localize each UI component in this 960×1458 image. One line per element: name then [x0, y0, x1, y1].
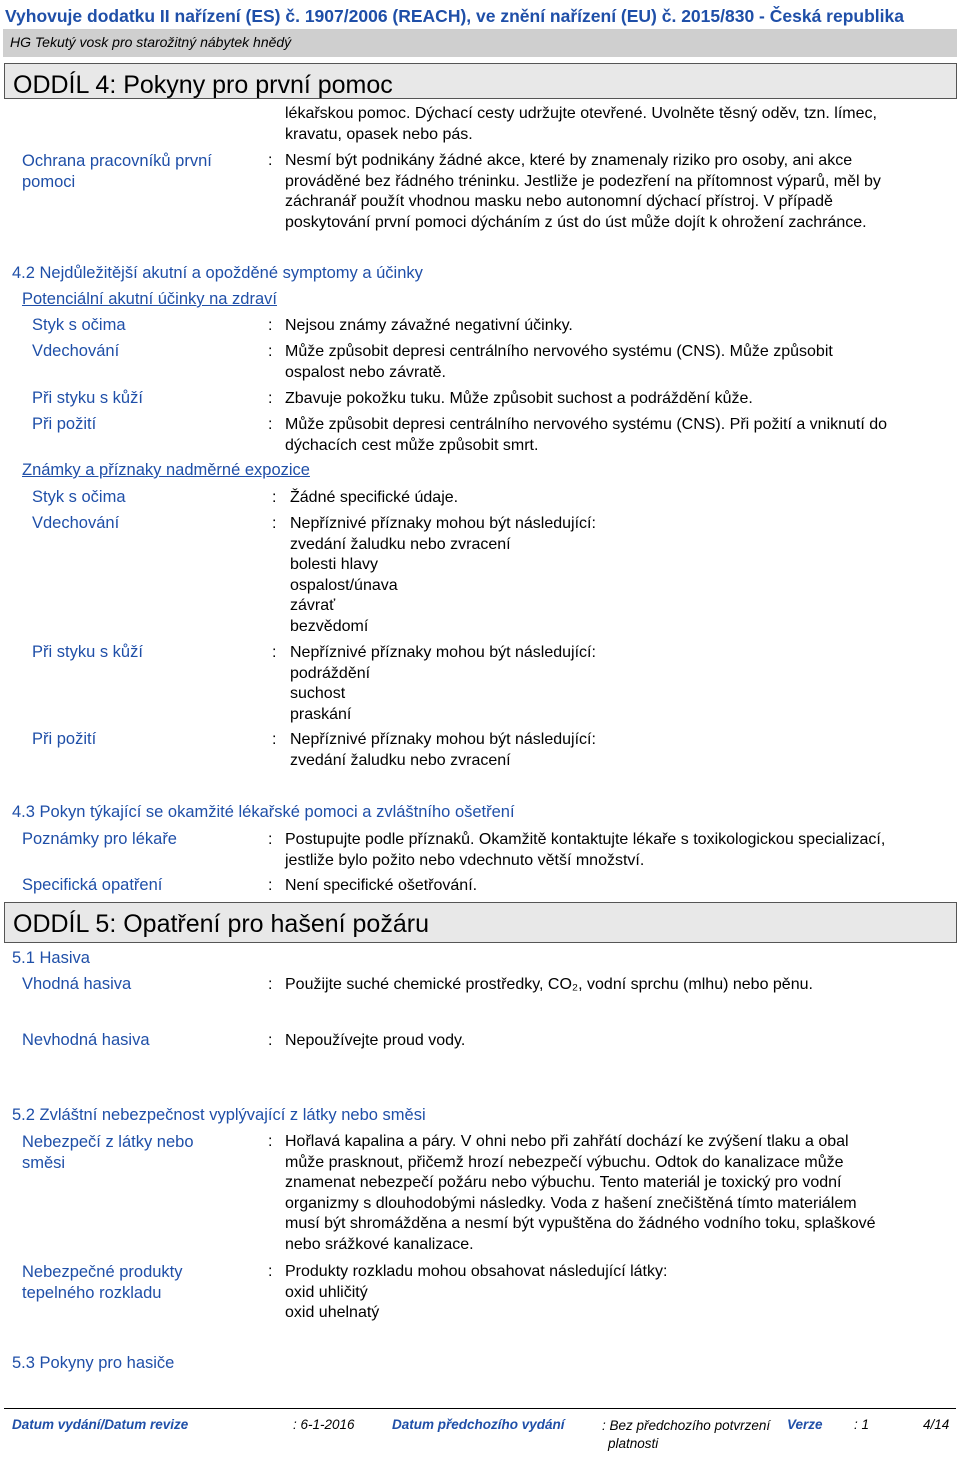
colon: :	[268, 343, 273, 360]
notes-to-physician-label: Poznámky pro lékaře	[22, 830, 177, 848]
signs-inhalation-text: Nepříznivé příznaky mohou být následující: zvedání žaludku nebo zvracení bolesti hlavy ospalost/únava závrať bezvědomí	[290, 515, 596, 635]
signs-eye-label: Styk s očima	[32, 488, 126, 506]
first-aid-continued-text	[285, 104, 877, 145]
hazards-from-substance-label: Nebezpečí z látky nebo směsi	[22, 1133, 194, 1172]
signs-ingestion-text: Nepříznivé příznaky mohou být následující: zvedání žaludku nebo zvracení	[290, 731, 596, 769]
colon: :	[268, 1263, 273, 1280]
unsuitable-media-text: Nepoužívejte proud vody.	[285, 1032, 466, 1049]
specific-treatments-label: Specifická opatření	[22, 876, 163, 894]
specific-treatments-text: Není specifické ošetřování.	[285, 877, 478, 894]
colon: :	[272, 644, 277, 661]
suitable-media-text: Použijte suché chemické prostředky, CO₂, vodní sprchu (mlhu) nebo pěnu.	[285, 976, 813, 993]
decomposition-products-label: Nebezpečné produkty tepelného rozkladu	[22, 1263, 183, 1302]
acute-eye-label: Styk s očima	[32, 316, 126, 334]
signs-ingestion-label: Při požití	[32, 730, 97, 748]
acute-skin-label: Při styku s kůží	[32, 389, 143, 407]
section-5-heading: ODDÍL 5: Opatření pro hašení požáru	[13, 910, 429, 938]
subsection-5-1-heading: 5.1 Hasiva	[12, 949, 90, 967]
footer-previous-issue-label: Datum předchozího vydání	[392, 1417, 565, 1432]
unsuitable-media-label: Nevhodná hasiva	[22, 1031, 150, 1049]
signs-skin-label: Při styku s kůží	[32, 643, 143, 661]
colon: :	[272, 731, 277, 748]
acute-ingestion-text: Může způsobit depresi centrálního nervového systému (CNS). Při požití a vniknutí do dýchacích cest může způsobit smrt.	[285, 416, 888, 454]
product-name-bar	[3, 29, 957, 57]
product-name: HG Tekutý vosk pro starožitný nábytek hnědý	[10, 34, 292, 50]
acute-inhalation-text: Může způsobit depresi centrálního nervového systému (CNS). Může způsobit ospalost nebo závratě.	[285, 343, 833, 381]
colon: :	[268, 390, 273, 407]
colon: :	[268, 317, 273, 334]
colon: :	[272, 515, 277, 532]
subsection-5-2-heading: 5.2 Zvláštní nebezpečnost vyplývající z látky nebo směsi	[12, 1106, 426, 1124]
section-5-heading-box	[4, 902, 957, 943]
text-line: kravatu, opasek nebo pás.	[285, 125, 473, 143]
signs-eye-text: Žádné specifické údaje.	[290, 489, 459, 506]
colon: :	[268, 1133, 273, 1150]
section-4-heading-box	[4, 63, 957, 99]
document-title: Vyhovuje dodatku II nařízení (ES) č. 1907/2006 (REACH), ve znění nařízení (EU) č. 2015/830 - Česká republika	[5, 6, 904, 26]
protection-of-first-aiders-text: Nesmí být podnikány žádné akce, které by znamenaly riziko pro osoby, ani akce prováděné bez řádného tréninku. Jestliže je podezření na přítomnost výparů, měl by záchranář použít vhodnou masku nebo autonomní dýchací přístroj. V případě poskytování první pomoci dýcháním z úst do úst může dojít k ohrožení zachránce.	[285, 152, 881, 231]
acute-effects-heading: Potenciální akutní účinky na zdraví	[22, 290, 277, 308]
section-4-heading: ODDÍL 4: Pokyny pro první pomoc	[13, 71, 393, 99]
colon: :	[268, 831, 273, 848]
colon: :	[268, 1032, 273, 1049]
subsection-4-2-heading: 4.2 Nejdůležitější akutní a opožděné symptomy a účinky	[12, 264, 423, 282]
footer-version-label: Verze	[787, 1417, 823, 1432]
suitable-media-label: Vhodná hasiva	[22, 975, 132, 993]
subsection-5-3-heading: 5.3 Pokyny pro hasiče	[12, 1354, 175, 1372]
text-line: lékařskou pomoc. Dýchací cesty udržujte otevřené. Uvolněte těsný oděv, tzn. límec,	[285, 105, 877, 122]
acute-eye-text: Nejsou známy závažné negativní účinky.	[285, 317, 573, 334]
colon: :	[268, 976, 273, 993]
acute-skin-text: Zbavuje pokožku tuku. Může způsobit suchost a podráždění kůže.	[285, 390, 753, 407]
colon: :	[268, 416, 273, 433]
notes-to-physician-text: Postupujte podle příznaků. Okamžitě kontaktujte lékaře s toxikologickou specializací, jestliže bylo požito nebo vdechnuto větší množství.	[285, 831, 886, 869]
footer-version-value: : 1	[854, 1417, 870, 1432]
acute-ingestion-label: Při požití	[32, 415, 97, 433]
subsection-4-3-heading: 4.3 Pokyn týkající se okamžité lékařské pomoci a zvláštního ošetření	[12, 803, 515, 821]
signs-skin-text: Nepříznivé příznaky mohou být následující: podráždění suchost praskání	[290, 644, 596, 723]
footer-divider	[4, 1408, 956, 1409]
hazards-from-substance-text: Hořlavá kapalina a páry. V ohni nebo při zahřátí dochází ke zvýšení tlaku a obal může prasknout, přičemž hrozí nebezpečí výbuchu. Odtok do kanalizace může znamenat nebezpečí požáru nebo výbuchu. Tento materiál je toxický pro vodní organizmy s dlouhodobými následky. Voda z hašení znečištěná tímto materiálem musí být shromážděna a nesmí být vypuštěna do žádného vodního toku, splaškové nebo srážkové kanalizace.	[285, 1133, 876, 1253]
footer-issue-date-value: : 6-1-2016	[293, 1417, 355, 1432]
footer-issue-date-label: Datum vydání/Datum revize	[12, 1417, 189, 1432]
acute-inhalation-label: Vdechování	[32, 342, 120, 360]
decomposition-products-text: Produkty rozkladu mohou obsahovat následující látky: oxid uhličitý oxid uhelnatý	[285, 1263, 668, 1322]
protection-of-first-aiders-label: Ochrana pracovníků první pomoci	[22, 152, 212, 191]
colon: :	[268, 877, 273, 894]
colon: :	[268, 152, 273, 169]
overexposure-signs-heading: Známky a příznaky nadměrné expozice	[22, 461, 310, 479]
signs-inhalation-label: Vdechování	[32, 514, 120, 532]
footer-page-number: 4/14	[923, 1417, 950, 1432]
colon: :	[272, 489, 277, 506]
footer-previous-issue-value: : Bez předchozího potvrzení platnosti	[602, 1418, 771, 1451]
